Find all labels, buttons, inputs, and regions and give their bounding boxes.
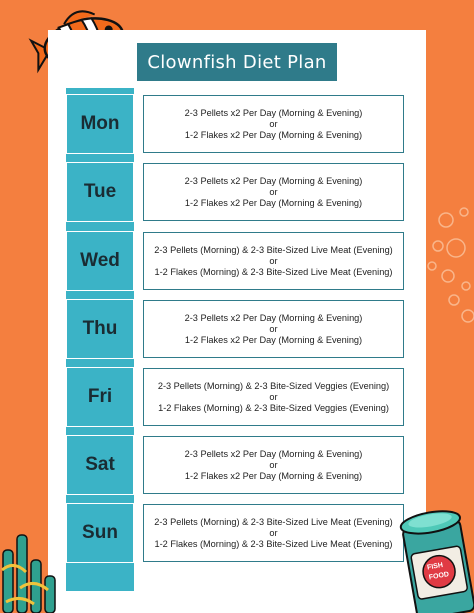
meal-separator: or bbox=[269, 118, 278, 129]
meal-option-1: 2-3 Pellets x2 Per Day (Morning & Evening) bbox=[184, 448, 363, 459]
day-label-sat: Sat bbox=[66, 435, 134, 495]
meal-option-2: 1-2 Flakes (Morning) & 2-3 Bite-Sized Veggies (Evening) bbox=[158, 402, 389, 413]
day-label-tue: Tue bbox=[66, 162, 134, 222]
page-title: Clownfish Diet Plan bbox=[137, 43, 337, 81]
meal-separator: or bbox=[269, 255, 278, 266]
svg-text:FOOD: FOOD bbox=[428, 571, 450, 582]
meal-separator: or bbox=[269, 186, 278, 197]
day-label-thu: Thu bbox=[66, 299, 134, 359]
meal-option-1: 2-3 Pellets x2 Per Day (Morning & Evening) bbox=[184, 175, 363, 186]
bubbles-icon bbox=[410, 200, 474, 340]
meal-box-tue bbox=[143, 163, 404, 221]
meal-option-1: 2-3 Pellets x2 Per Day (Morning & Evening) bbox=[184, 312, 363, 323]
meal-option-2: 1-2 Flakes (Morning) & 2-3 Bite-Sized Live Meat (Evening) bbox=[154, 538, 393, 549]
meal-separator: or bbox=[269, 391, 278, 402]
meal-option-2: 1-2 Flakes x2 Per Day (Morning & Evening) bbox=[184, 197, 363, 208]
meal-option-2: 1-2 Flakes x2 Per Day (Morning & Evening) bbox=[184, 334, 363, 345]
day-label-fri: Fri bbox=[66, 367, 134, 427]
day-label-wed: Wed bbox=[66, 231, 134, 291]
meal-box-wed bbox=[143, 232, 404, 290]
meal-box-mon bbox=[143, 95, 404, 153]
svg-text:FISH: FISH bbox=[426, 561, 444, 572]
meal-separator: or bbox=[269, 459, 278, 470]
day-column bbox=[66, 88, 134, 591]
meal-option-1: 2-3 Pellets (Morning) & 2-3 Bite-Sized Live Meat (Evening) bbox=[154, 516, 393, 527]
meal-separator: or bbox=[269, 323, 278, 334]
day-label-mon: Mon bbox=[66, 94, 134, 154]
meal-box-sat bbox=[143, 436, 404, 494]
meal-option-2: 1-2 Flakes x2 Per Day (Morning & Evening) bbox=[184, 129, 363, 140]
meal-option-2: 1-2 Flakes (Morning) & 2-3 Bite-Sized Live Meat (Evening) bbox=[154, 266, 393, 277]
meal-option-1: 2-3 Pellets (Morning) & 2-3 Bite-Sized Live Meat (Evening) bbox=[154, 244, 393, 255]
meal-box-thu bbox=[143, 300, 404, 358]
coral-icon bbox=[0, 530, 62, 613]
meal-box-sun bbox=[143, 504, 404, 562]
meal-option-2: 1-2 Flakes x2 Per Day (Morning & Evening) bbox=[184, 470, 363, 481]
meal-separator: or bbox=[269, 527, 278, 538]
day-label-sun: Sun bbox=[66, 503, 134, 563]
meal-box-fri bbox=[143, 368, 404, 426]
meal-option-1: 2-3 Pellets x2 Per Day (Morning & Evening) bbox=[184, 107, 363, 118]
fish-food-jar-icon bbox=[398, 506, 474, 613]
meal-option-1: 2-3 Pellets (Morning) & 2-3 Bite-Sized Veggies (Evening) bbox=[157, 380, 390, 391]
